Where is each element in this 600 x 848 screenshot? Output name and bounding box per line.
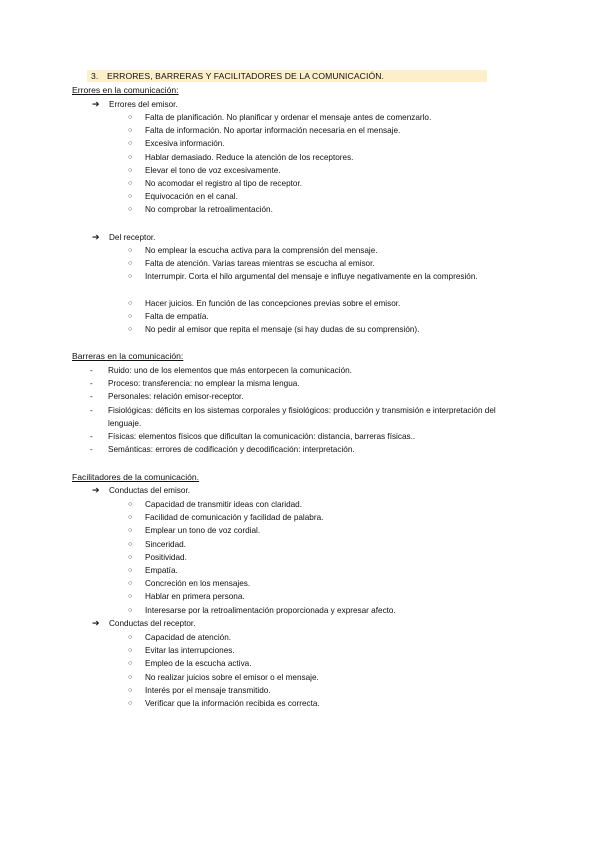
- list-item: [90, 377, 520, 390]
- circle-bullet-icon: ○: [128, 660, 133, 668]
- circle-bullet-icon: ○: [128, 193, 133, 201]
- list-item-text: Personales: relación emisor-receptor.: [108, 392, 244, 402]
- group-facilitadores-emisor: [92, 485, 190, 496]
- list-item: [128, 124, 508, 137]
- circle-bullet-icon: ○: [128, 206, 133, 214]
- group-label: Errores del emisor.: [109, 100, 178, 109]
- list-item-text: Excesiva información.: [145, 139, 225, 149]
- group-label: Del receptor.: [109, 233, 156, 242]
- list-item-text: No comprobar la retroalimentación.: [145, 205, 273, 215]
- dash-bullet-icon: -: [90, 379, 93, 389]
- list-item: [128, 257, 508, 270]
- title-text: ERRORES, BARRERAS Y FACILITADORES DE LA COMUNICACIÓN.: [107, 71, 385, 81]
- arrow-bullet-icon: ➔: [92, 485, 100, 495]
- circle-bullet-icon: ○: [128, 593, 133, 601]
- list-item-text: Falta de empatía.: [145, 312, 209, 321]
- list-item-text: Semánticas: errores de codificación y decodificación: interpretación.: [108, 445, 355, 455]
- list-item-text: Evitar las interrupciones.: [145, 646, 235, 656]
- list-item-text: Facilidad de comunicación y facilidad de palabra.: [145, 513, 324, 523]
- circle-bullet-icon: ○: [128, 153, 133, 161]
- list-item-text: Interés por el mensaje transmitido.: [145, 685, 271, 695]
- dash-bullet-icon: -: [90, 432, 93, 441]
- list-item-text: Falta de planificación. No planificar y ordenar el mensaje antes de comenzarlo.: [145, 113, 432, 122]
- list-item: [128, 498, 508, 511]
- list-item-text: Hablar en primera persona.: [145, 592, 245, 602]
- list-item: [90, 404, 520, 430]
- circle-bullet-icon: ○: [128, 140, 133, 148]
- section-heading-barreras: Barreras en la comunicación:: [72, 351, 184, 361]
- circle-bullet-icon: ○: [128, 166, 133, 174]
- list-item-text: Hablar demasiado. Reduce la atención de los receptores.: [145, 152, 354, 162]
- circle-bullet-icon: ○: [128, 700, 133, 707]
- list-item: [128, 270, 508, 283]
- list-item: [128, 190, 508, 203]
- group-facilitadores-receptor: [92, 618, 195, 629]
- list-item-text: Elevar el tono de voz excesivamente.: [145, 165, 281, 175]
- list-item-text: Capacidad de atención.: [145, 633, 232, 642]
- list-item: [128, 137, 508, 150]
- circle-bullet-icon: ○: [128, 313, 133, 320]
- list-item-text: Fisiológicas: déficits en los sistemas corporales y fisiológicos: producción y transmisión e interpretación del lenguaje.: [108, 405, 496, 428]
- circle-bullet-icon: ○: [128, 673, 133, 681]
- list-item: [128, 551, 508, 564]
- dash-bullet-icon: -: [90, 366, 93, 375]
- list-item: [128, 203, 508, 216]
- list-item-text: Positividad.: [145, 552, 187, 562]
- list-item: [128, 151, 508, 164]
- list-item: [128, 310, 508, 323]
- list-item-text: Ruido: uno de los elementos que más entorpecen la comunicación.: [108, 366, 352, 375]
- circle-bullet-icon: ○: [128, 273, 133, 281]
- list-item-text: No acomodar el registro al tipo de receptor.: [145, 179, 303, 188]
- list-item-text: Empatía.: [145, 566, 178, 575]
- circle-bullet-icon: ○: [128, 514, 133, 522]
- circle-bullet-icon: ○: [128, 326, 133, 334]
- arrow-bullet-icon: ➔: [92, 232, 100, 242]
- circle-bullet-icon: ○: [128, 247, 133, 254]
- list-item: [128, 244, 508, 257]
- circle-bullet-icon: ○: [128, 686, 133, 694]
- list-item: [128, 657, 508, 670]
- section-heading-facilitadores: Facilitadores de la comunicación.: [72, 472, 200, 482]
- dash-bullet-icon: -: [90, 445, 93, 455]
- list-item-text: Interrumpir. Corta el hilo argumental del mensaje e influye negativamente en la compresión.: [145, 272, 478, 282]
- list-item-text: Proceso: transferencia: no emplear la misma lengua.: [108, 379, 300, 389]
- list-item: [128, 684, 508, 697]
- group-label: Conductas del receptor.: [109, 619, 196, 628]
- list-item: [128, 644, 508, 657]
- list-item-text: Empleo de la escucha activa.: [145, 659, 252, 669]
- circle-bullet-icon: ○: [128, 553, 133, 561]
- circle-bullet-icon: ○: [128, 606, 133, 614]
- list-item: [90, 364, 520, 377]
- circle-bullet-icon: ○: [128, 114, 133, 121]
- list-item-text: Concreción en los mensajes.: [145, 579, 251, 589]
- circle-bullet-icon: ○: [128, 634, 133, 641]
- list-item: [128, 111, 508, 124]
- group-errores-emisor: [92, 99, 178, 110]
- circle-bullet-icon: ○: [128, 580, 133, 588]
- section-heading-errores: Errores en la comunicación:: [72, 85, 179, 95]
- list-item: [128, 590, 508, 603]
- list-item-text: No emplear la escucha activa para la comprensión del mensaje.: [145, 246, 378, 255]
- group-errores-receptor: [92, 232, 155, 243]
- circle-bullet-icon: ○: [128, 567, 133, 574]
- list-item: [128, 297, 508, 310]
- circle-bullet-icon: ○: [128, 127, 133, 135]
- list-item-text: No realizar juicios sobre el emisor o el mensaje.: [145, 672, 319, 682]
- list-item: [128, 511, 508, 524]
- list-item-text: Falta de atención. Varias tareas mientras se escucha al emisor.: [145, 259, 375, 269]
- list-item-text: Verificar que la información recibida es correcta.: [145, 699, 320, 708]
- list-item: [128, 524, 508, 537]
- list-item-text: Equivocación en el canal.: [145, 192, 238, 202]
- list-item-text: Hacer juicios. En función de las concepciones previas sobre el emisor.: [145, 298, 401, 308]
- list-item: [128, 671, 508, 684]
- arrow-bullet-icon: ➔: [92, 618, 100, 628]
- list-item: [90, 430, 520, 443]
- circle-bullet-icon: ○: [128, 180, 133, 187]
- list-item-text: Capacidad de transmitir ideas con claridad.: [145, 500, 303, 509]
- dash-bullet-icon: -: [90, 392, 93, 402]
- list-item-text: Sinceridad.: [145, 539, 186, 549]
- list-item: [128, 564, 508, 577]
- list-item: [128, 538, 508, 551]
- list-item: [128, 697, 508, 710]
- circle-bullet-icon: ○: [128, 501, 133, 508]
- list-item-text: Falta de información. No aportar información necesaria en el mensaje.: [145, 126, 401, 136]
- arrow-bullet-icon: ➔: [92, 99, 100, 109]
- circle-bullet-icon: ○: [128, 260, 133, 268]
- list-item: [128, 164, 508, 177]
- list-item-text: No pedir al emisor que repita el mensaje (si hay dudas de su comprensión).: [145, 325, 420, 335]
- list-item-text: Emplear un tono de voz cordial.: [145, 526, 261, 536]
- list-item: [90, 390, 520, 403]
- circle-bullet-icon: ○: [128, 540, 133, 548]
- list-item-text: Físicas: elementos físicos que dificultan la comunicación: distancia, barreras físicas..: [108, 432, 416, 441]
- list-item: [128, 631, 508, 644]
- list-item: [128, 577, 508, 590]
- list-item: [90, 443, 520, 456]
- list-item: [128, 177, 508, 190]
- dash-bullet-icon: -: [90, 405, 93, 415]
- group-label: Conductas del emisor.: [109, 486, 191, 495]
- circle-bullet-icon: ○: [128, 647, 133, 655]
- title-number: 3.: [91, 71, 99, 81]
- list-item-text: Interesarse por la retroalimentación proporcionada y expresar afecto.: [145, 605, 396, 615]
- list-item: [128, 323, 508, 336]
- list-item: [128, 604, 508, 617]
- circle-bullet-icon: ○: [128, 299, 133, 307]
- page-title: [91, 71, 384, 81]
- circle-bullet-icon: ○: [128, 527, 133, 535]
